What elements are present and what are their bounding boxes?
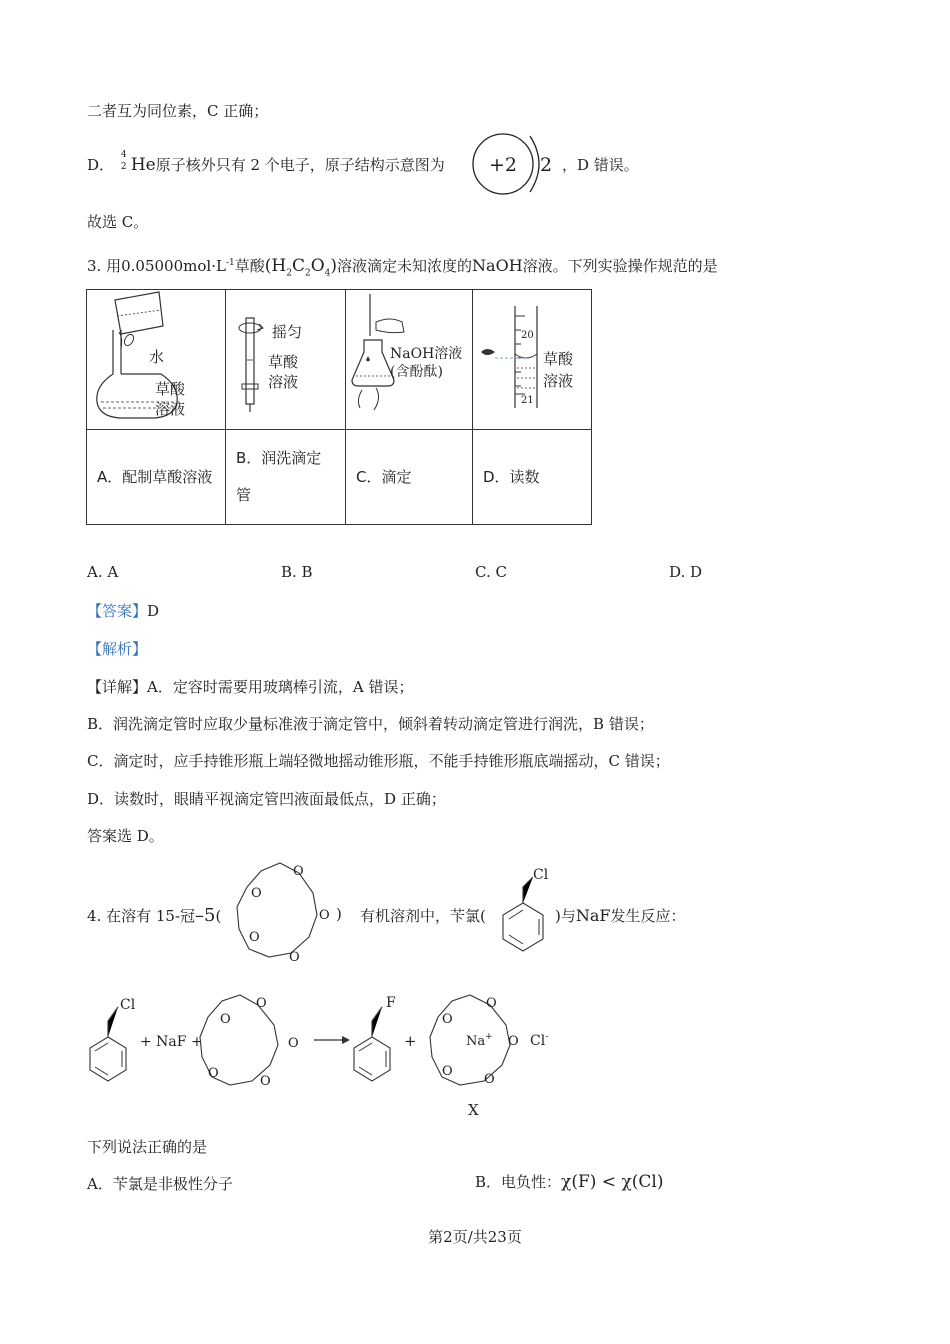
sodium-ion: Na+ [466,1032,493,1049]
choose-c: 故选 C。 [87,213,149,231]
q4-paren-close: ) [336,905,342,923]
q3-number: 3. [87,257,102,275]
burette-rinse-figure [226,290,345,425]
reaction-arrow [314,1036,350,1044]
q3-stem-a: 用 [106,257,122,275]
reaction-equation [80,985,580,1125]
burette-tube [246,318,254,404]
answer-value: D [147,602,160,620]
q3-concentration: 0.05000mol [121,257,212,275]
svg-text:O: O [208,1066,219,1081]
q4-number: 4. [87,907,102,925]
beaker-shape [115,292,163,334]
label-oxalic-1: 草酸 [543,350,574,368]
page-footer: 第2页/共23页 [428,1228,522,1246]
svg-text:O: O [289,950,300,965]
final-answer: 答案选 D。 [87,827,164,845]
q3-stem-d: 溶液。下列实验操作规范的是 [522,257,718,275]
q4-option-b-prefix: B．电负性： [475,1173,562,1191]
q4-stem-c: )与 [555,907,576,925]
option-b: B. B [281,563,313,581]
q4-stem-a: 在溶有 15-冠 [106,907,196,925]
caption-b: B．润洗滴定管 [226,430,346,525]
svg-text:O: O [220,1012,231,1027]
hand-on-flask [358,388,378,410]
rotate-arrow-icon [239,323,261,333]
option-c: C. C [475,563,507,581]
analysis-label: 【解析】 [87,640,148,658]
label-naoh-solution: NaOH溶液 [390,346,463,362]
meniscus [515,354,537,358]
burette-reading-figure [473,290,591,425]
tick-20: 20 [521,330,534,341]
benzyl-chloride-structure [495,863,555,961]
figure-a-cell [87,290,226,430]
svg-text:O: O [249,930,260,945]
svg-text:O: O [288,1036,299,1051]
svg-text:O: O [260,1074,271,1089]
label-water: 水 [149,348,165,366]
table-row-captions [87,430,592,525]
line-d-he [87,150,445,175]
label-shake: 摇匀 [272,323,303,341]
svg-text:O: O [251,886,262,901]
q4-stem-d: 发生反应： [610,907,686,925]
svg-text:Cl: Cl [533,867,549,883]
q4-prompt: 下列说法正确的是 [87,1138,208,1156]
option-a: A. A [87,563,119,581]
svg-text:O: O [256,996,267,1011]
label-oxalic-2: 溶液 [543,372,574,390]
line-d-suffix: ，D 错误。 [562,156,639,174]
q3-unit-l: L [215,257,226,275]
product-benzyl-fluoride [354,995,396,1081]
svg-text:O: O [442,1012,453,1027]
line-d-prefix: D． [87,156,115,174]
detail-a-text: A．定容时需要用玻璃棒引流，A 错误； [147,678,414,696]
shell-electron-count: 2 [539,154,553,176]
detail-c: C．滴定时，应手持锥形瓶上端轻微地摇动锥形瓶，不能手持锥形瓶底端摇动，C 错误； [87,752,670,770]
q3-formula: $(H_2C_2O_4)$ [264,256,338,279]
q3-naoh: NaOH [472,256,523,275]
nucleus-charge: +2 [488,154,518,176]
svg-text:F: F [386,995,396,1011]
product-label-x: X [468,1101,479,1119]
product-x-complex [430,995,548,1119]
reactant-crown-ether [200,995,299,1089]
q4-option-a: A．苄氯是非极性分子 [87,1175,233,1193]
stopper-icon [123,333,136,347]
q4-option-b-formula: χ(F) < χ(Cl) [561,1172,664,1192]
line-d-mid: 原子核外只有 2 个电子，原子结构示意图为 [155,156,445,174]
detail-label: 【详解】 [87,678,148,696]
q4-naf: NaF [575,906,611,925]
titration-figure [346,290,472,425]
detail-d: D．读数时，眼睛平视滴定管凹液面最低点，D 正确； [87,790,446,808]
label-oxalic-1: 草酸 [268,353,299,371]
q3-unit-exp: -1 [225,258,235,268]
label-oxalic-2: 溶液 [155,400,186,418]
svg-text:O: O [486,996,497,1011]
q3-unit-dot: · [211,257,216,275]
caption-d: D．读数 [473,430,592,525]
q4-paren-open: ( [215,907,222,925]
label-oxalic-1: 草酸 [155,380,186,398]
svg-text:O: O [442,1064,453,1079]
svg-text:Cl: Cl [120,997,136,1013]
detail-a [87,676,413,697]
he-symbol: He [130,155,156,175]
hand-on-stopcock [376,319,404,333]
figure-c-cell [346,290,473,430]
plus-sign: + [404,1032,417,1050]
line-c-correct: 二者互为同位素，C 正确； [87,102,269,120]
answer-label: 【答案】 [87,602,148,620]
crown-ether-structure [225,857,340,969]
label-oxalic-2: 溶液 [268,373,299,391]
q3-operations-table [86,289,592,525]
option-d: D. D [669,563,703,581]
q4-option-b [475,1171,663,1192]
q4-stem-start [87,905,221,926]
chloride-ion: Cl- [530,1032,549,1049]
caption-c: C．滴定 [346,430,473,525]
caption-a: A．配制草酸溶液 [87,430,226,525]
detail-b: B．润洗滴定管时应取少量标准液于滴定管中，倾斜着转动滴定管进行润洗，B 错误； [87,715,654,733]
figure-d-cell [473,290,592,430]
svg-text:O: O [508,1034,519,1049]
label-phenolphthalein: (含酚酞) [390,364,443,380]
eye-icon [481,349,495,355]
plus-naf-plus: + NaF + [140,1034,203,1050]
volumetric-flask-figure [87,290,225,425]
svg-text:O: O [319,908,330,923]
q4-stem-cd [555,905,686,926]
q3-stem [87,255,718,278]
q3-stem-b: 草酸 [234,257,265,275]
q3-stem-c: 溶液滴定未知浓度的 [337,257,473,275]
stopcock [242,384,258,389]
erlenmeyer-flask [352,340,394,386]
he-atomic-structure-diagram [470,131,560,197]
he-nuclide-numbers: 4 2 [120,150,127,172]
figure-b-cell [226,290,346,430]
svg-text:O: O [293,864,304,879]
electron-shell-arc [530,136,539,192]
q4-stem-b: 有机溶剂中，苄氯( [360,907,486,925]
answer-line [87,600,159,621]
table-row-figures [87,290,592,430]
svg-text:O: O [484,1072,495,1087]
q4-crown-suffix: –5 [195,905,216,926]
reactant-benzyl-chloride [90,997,136,1081]
tick-21: 21 [521,395,534,406]
